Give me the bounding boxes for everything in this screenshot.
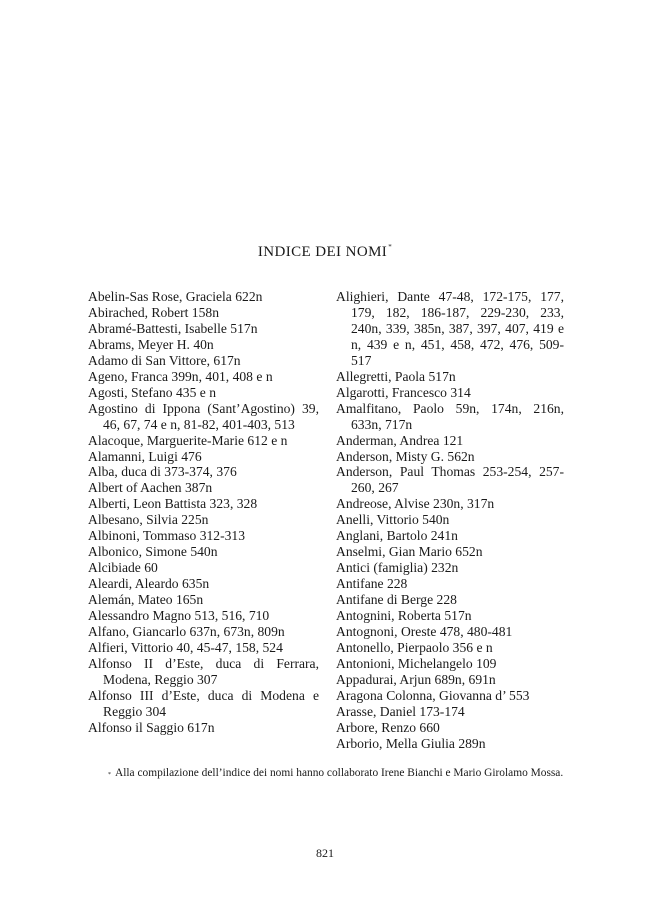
footnote-paragraph: [88, 765, 568, 781]
index-entry: Alfonso il Saggio 617n: [88, 719, 215, 735]
index-entry: Alessandro Magno 513, 516, 710: [88, 608, 270, 624]
index-entry: Alighieri, Dante 47-48, 172-175, 177, 179, 182, 186-187, 229-230, 233, 240n, 339, 385n, 387, 397, 407, 419 e n, 439 e n, 451, 458, 472, 476, 509-517: [336, 289, 564, 368]
index-entry: Alacoque, Marguerite-Marie 612 e n: [88, 432, 288, 448]
index-entry: Alfano, Giancarlo 637n, 673n, 809n: [88, 624, 285, 640]
index-entry: Alfonso II d’Este, duca di Ferrara, Modena, Reggio 307: [88, 655, 319, 687]
index-entry: Albesano, Silvia 225n: [88, 512, 209, 528]
index-entry: Alba, duca di 373-374, 376: [88, 464, 237, 480]
index-entry: Alfieri, Vittorio 40, 45-47, 158, 524: [88, 639, 283, 655]
index-entry: Antonioni, Michelangelo 109: [336, 655, 497, 671]
index-title-text: INDICE DEI NOMI: [257, 244, 388, 260]
footnote: [88, 765, 568, 781]
index-entry: Antognini, Roberta 517n: [336, 608, 472, 624]
footnote-reference-marker: *: [388, 243, 393, 251]
index-entry: Abirached, Robert 158n: [88, 304, 219, 320]
index-entry: Alberti, Leon Battista 323, 328: [88, 496, 258, 512]
index-column-left: [88, 289, 319, 736]
index-entry: Arasse, Daniel 173-174: [336, 703, 465, 719]
index-entry: Antici (famiglia) 232n: [336, 560, 459, 576]
index-column-right: [336, 289, 564, 752]
footnote-marker: *: [108, 772, 111, 778]
index-entry: Appadurai, Arjun 689n, 691n: [336, 671, 496, 687]
index-entry: Alamanni, Luigi 476: [88, 448, 202, 464]
index-entry: Antognoni, Oreste 478, 480-481: [336, 624, 513, 640]
index-entry: Abrams, Meyer H. 40n: [88, 336, 214, 352]
index-entry: Adamo di San Vittore, 617n: [88, 352, 241, 368]
index-entry: Arborio, Mella Giulia 289n: [336, 735, 486, 751]
index-entry: Anderman, Andrea 121: [336, 432, 464, 448]
index-entry: Anselmi, Gian Mario 652n: [336, 544, 483, 560]
index-entry: Anderson, Paul Thomas 253-254, 257-260, 267: [336, 464, 564, 496]
index-entry: Albonico, Simone 540n: [88, 544, 218, 560]
index-entry: Albinoni, Tommaso 312-313: [88, 528, 246, 544]
index-entry: Andreose, Alvise 230n, 317n: [336, 496, 495, 512]
index-entry: Albert of Aachen 387n: [88, 480, 213, 496]
index-entry: Anelli, Vittorio 540n: [336, 512, 450, 528]
index-entry: Agostino di Ippona (Sant’Agostino) 39, 46, 67, 74 e n, 81-82, 401-403, 513: [88, 400, 319, 432]
index-entry: Amalfitano, Paolo 59n, 174n, 216n, 633n, 717n: [336, 400, 564, 432]
index-entry: Abelin-Sas Rose, Graciela 622n: [88, 289, 263, 304]
index-entry: Alemán, Mateo 165n: [88, 592, 204, 608]
index-entry: Alfonso III d’Este, duca di Modena e Reggio 304: [88, 687, 319, 719]
index-entry: Alcibiade 60: [88, 560, 158, 576]
index-entry: Abramé-Battesti, Isabelle 517n: [88, 320, 258, 336]
index-entry: Allegretti, Paola 517n: [336, 368, 456, 384]
index-entry: Antonello, Pierpaolo 356 e n: [336, 639, 493, 655]
page-number: 821: [316, 846, 334, 860]
index-entry: Aragona Colonna, Giovanna d’ 553: [336, 687, 530, 703]
index-entry: Arbore, Renzo 660: [336, 719, 440, 735]
index-entry: Anglani, Bartolo 241n: [336, 528, 458, 544]
index-entry: Ageno, Franca 399n, 401, 408 e n: [88, 368, 273, 384]
index-entry: Antifane di Berge 228: [336, 592, 457, 608]
index-title: [0, 244, 650, 261]
footnote-text: Alla compilazione dell’indice dei nomi hanno collaborato Irene Bianchi e Mario Girolamo Mossa.: [115, 767, 564, 779]
index-entry: Antifane 228: [336, 576, 408, 592]
index-entry: Anderson, Misty G. 562n: [336, 448, 475, 464]
index-entry: Aleardi, Aleardo 635n: [88, 576, 210, 592]
index-entry: Algarotti, Francesco 314: [336, 384, 471, 400]
index-entry: Agosti, Stefano 435 e n: [88, 384, 216, 400]
